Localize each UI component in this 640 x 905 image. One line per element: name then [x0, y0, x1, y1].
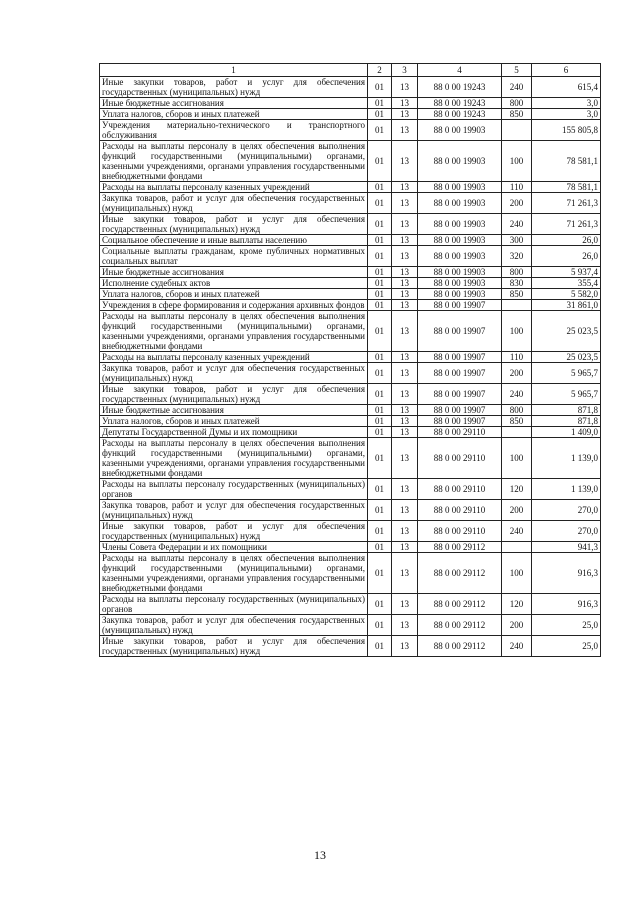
amount-cell: 270,0 — [532, 500, 601, 521]
header-cell: 1 — [100, 64, 368, 77]
section-cell: 01 — [368, 521, 392, 542]
table-row — [100, 500, 601, 521]
row-name-cell: Иные закупки товаров, работ и услуг для обеспечения государственных (муниципальных) нужд — [100, 384, 368, 405]
section-cell: 01 — [368, 193, 392, 214]
amount-cell: 5 965,7 — [532, 384, 601, 405]
subsection-cell: 13 — [392, 193, 418, 214]
section-cell: 01 — [368, 479, 392, 500]
section-cell: 01 — [368, 542, 392, 553]
subsection-cell: 13 — [392, 120, 418, 141]
table-row — [100, 98, 601, 109]
subsection-cell: 13 — [392, 384, 418, 405]
table-row — [100, 363, 601, 384]
amount-cell: 71 261,3 — [532, 193, 601, 214]
expense-type-cell: 240 — [502, 521, 532, 542]
table-row — [100, 267, 601, 278]
row-name-cell: Исполнение судебных актов — [100, 278, 368, 289]
table-row — [100, 352, 601, 363]
expense-type-cell: 300 — [502, 235, 532, 246]
row-name-cell: Расходы на выплаты персоналу в целях обеспечения выполнения функций государственными (муниципальными) органами, казенными учреждениями, органами управления государственными внебюджетными фондами — [100, 438, 368, 479]
row-name-cell: Закупка товаров, работ и услуг для обеспечения государственных (муниципальных) нужд — [100, 363, 368, 384]
target-article-cell: 88 0 00 29110 — [418, 521, 502, 542]
amount-cell: 71 261,3 — [532, 214, 601, 235]
section-cell: 01 — [368, 352, 392, 363]
amount-cell: 3,0 — [532, 98, 601, 109]
section-cell: 01 — [368, 182, 392, 193]
target-article-cell: 88 0 00 19243 — [418, 98, 502, 109]
amount-cell: 26,0 — [532, 246, 601, 267]
table-row — [100, 246, 601, 267]
target-article-cell: 88 0 00 19243 — [418, 77, 502, 98]
header-cell: 5 — [502, 64, 532, 77]
amount-cell: 78 581,1 — [532, 141, 601, 182]
subsection-cell: 13 — [392, 289, 418, 300]
table-row — [100, 521, 601, 542]
section-cell: 01 — [368, 98, 392, 109]
section-cell: 01 — [368, 438, 392, 479]
row-name-cell: Члены Совета Федерации и их помощники — [100, 542, 368, 553]
table-row — [100, 235, 601, 246]
row-name-cell: Расходы на выплаты персоналу государственных (муниципальных) органов — [100, 594, 368, 615]
amount-cell: 26,0 — [532, 235, 601, 246]
header-cell: 4 — [418, 64, 502, 77]
target-article-cell: 88 0 00 29112 — [418, 636, 502, 657]
amount-cell: 78 581,1 — [532, 182, 601, 193]
subsection-cell: 13 — [392, 427, 418, 438]
amount-cell: 25,0 — [532, 636, 601, 657]
subsection-cell: 13 — [392, 300, 418, 311]
table-row — [100, 479, 601, 500]
subsection-cell: 13 — [392, 141, 418, 182]
row-name-cell: Депутаты Государственной Думы и их помощники — [100, 427, 368, 438]
table-row — [100, 542, 601, 553]
target-article-cell: 88 0 00 19907 — [418, 363, 502, 384]
section-cell: 01 — [368, 120, 392, 141]
amount-cell: 5 965,7 — [532, 363, 601, 384]
amount-cell: 1 409,0 — [532, 427, 601, 438]
expense-type-cell: 850 — [502, 289, 532, 300]
expense-type-cell: 240 — [502, 77, 532, 98]
subsection-cell: 13 — [392, 98, 418, 109]
section-cell: 01 — [368, 289, 392, 300]
row-name-cell: Учреждения в сфере формирования и содержания архивных фондов — [100, 300, 368, 311]
row-name-cell: Иные бюджетные ассигнования — [100, 267, 368, 278]
amount-cell: 871,8 — [532, 416, 601, 427]
amount-cell: 916,3 — [532, 594, 601, 615]
table-row — [100, 615, 601, 636]
target-article-cell: 88 0 00 29110 — [418, 500, 502, 521]
expense-type-cell: 240 — [502, 384, 532, 405]
section-cell: 01 — [368, 311, 392, 352]
header-cell: 6 — [532, 64, 601, 77]
row-name-cell: Расходы на выплаты персоналу государственных (муниципальных) органов — [100, 479, 368, 500]
amount-cell: 3,0 — [532, 109, 601, 120]
amount-cell: 270,0 — [532, 521, 601, 542]
target-article-cell: 88 0 00 19907 — [418, 416, 502, 427]
table-row — [100, 384, 601, 405]
table-row — [100, 438, 601, 479]
subsection-cell: 13 — [392, 521, 418, 542]
table-row — [100, 311, 601, 352]
row-name-cell: Социальные выплаты гражданам, кроме публичных нормативных социальных выплат — [100, 246, 368, 267]
amount-cell: 355,4 — [532, 278, 601, 289]
section-cell: 01 — [368, 141, 392, 182]
target-article-cell: 88 0 00 19903 — [418, 246, 502, 267]
table-row — [100, 214, 601, 235]
target-article-cell: 88 0 00 19903 — [418, 120, 502, 141]
target-article-cell: 88 0 00 19903 — [418, 193, 502, 214]
section-cell: 01 — [368, 109, 392, 120]
target-article-cell: 88 0 00 19907 — [418, 311, 502, 352]
subsection-cell: 13 — [392, 182, 418, 193]
table-row — [100, 141, 601, 182]
subsection-cell: 13 — [392, 214, 418, 235]
row-name-cell: Расходы на выплаты персоналу казенных учреждений — [100, 352, 368, 363]
amount-cell: 615,4 — [532, 77, 601, 98]
target-article-cell: 88 0 00 19903 — [418, 267, 502, 278]
table-row — [100, 553, 601, 594]
expense-type-cell: 830 — [502, 278, 532, 289]
row-name-cell: Иные бюджетные ассигнования — [100, 98, 368, 109]
section-cell: 01 — [368, 615, 392, 636]
amount-cell: 25,0 — [532, 615, 601, 636]
row-name-cell: Закупка товаров, работ и услуг для обеспечения государственных (муниципальных) нужд — [100, 615, 368, 636]
expense-type-cell: 100 — [502, 553, 532, 594]
target-article-cell: 88 0 00 29112 — [418, 553, 502, 594]
expense-type-cell: 200 — [502, 193, 532, 214]
row-name-cell: Иные закупки товаров, работ и услуг для обеспечения государственных (муниципальных) нужд — [100, 636, 368, 657]
target-article-cell: 88 0 00 19907 — [418, 352, 502, 363]
amount-cell: 5 937,4 — [532, 267, 601, 278]
section-cell: 01 — [368, 636, 392, 657]
subsection-cell: 13 — [392, 405, 418, 416]
target-article-cell: 88 0 00 19907 — [418, 384, 502, 405]
row-name-cell: Расходы на выплаты персоналу казенных учреждений — [100, 182, 368, 193]
subsection-cell: 13 — [392, 542, 418, 553]
amount-cell: 871,8 — [532, 405, 601, 416]
header-cell: 2 — [368, 64, 392, 77]
section-cell: 01 — [368, 416, 392, 427]
table-row — [100, 193, 601, 214]
subsection-cell: 13 — [392, 352, 418, 363]
section-cell: 01 — [368, 363, 392, 384]
target-article-cell: 88 0 00 29110 — [418, 479, 502, 500]
table-row — [100, 405, 601, 416]
table-row — [100, 77, 601, 98]
target-article-cell: 88 0 00 29112 — [418, 542, 502, 553]
subsection-cell: 13 — [392, 594, 418, 615]
amount-cell: 1 139,0 — [532, 438, 601, 479]
expense-type-cell — [502, 300, 532, 311]
subsection-cell: 13 — [392, 479, 418, 500]
target-article-cell: 88 0 00 19903 — [418, 182, 502, 193]
target-article-cell: 88 0 00 19903 — [418, 278, 502, 289]
section-cell: 01 — [368, 235, 392, 246]
expense-type-cell — [502, 120, 532, 141]
table-row — [100, 109, 601, 120]
row-name-cell: Расходы на выплаты персоналу в целях обеспечения выполнения функций государственными (муниципальными) органами, казенными учреждениями, органами управления государственными внебюджетными фондами — [100, 311, 368, 352]
page-number: 13 — [314, 848, 326, 862]
section-cell: 01 — [368, 500, 392, 521]
section-cell: 01 — [368, 594, 392, 615]
row-name-cell: Учреждения материально-технического и транспортного обслуживания — [100, 120, 368, 141]
table-row — [100, 278, 601, 289]
target-article-cell: 88 0 00 29112 — [418, 594, 502, 615]
expense-type-cell: 120 — [502, 594, 532, 615]
expense-type-cell: 120 — [502, 479, 532, 500]
expense-type-cell: 200 — [502, 615, 532, 636]
row-name-cell: Иные бюджетные ассигнования — [100, 405, 368, 416]
section-cell: 01 — [368, 300, 392, 311]
table-header-row — [100, 64, 601, 77]
expense-type-cell: 800 — [502, 267, 532, 278]
subsection-cell: 13 — [392, 267, 418, 278]
target-article-cell: 88 0 00 19903 — [418, 214, 502, 235]
subsection-cell: 13 — [392, 235, 418, 246]
row-name-cell: Уплата налогов, сборов и иных платежей — [100, 109, 368, 120]
table-row — [100, 120, 601, 141]
expense-type-cell: 110 — [502, 182, 532, 193]
row-name-cell: Уплата налогов, сборов и иных платежей — [100, 289, 368, 300]
amount-cell: 31 861,0 — [532, 300, 601, 311]
expense-type-cell — [502, 427, 532, 438]
target-article-cell: 88 0 00 19903 — [418, 141, 502, 182]
row-name-cell: Закупка товаров, работ и услуг для обеспечения государственных (муниципальных) нужд — [100, 500, 368, 521]
amount-cell: 25 023,5 — [532, 352, 601, 363]
subsection-cell: 13 — [392, 278, 418, 289]
expense-type-cell: 800 — [502, 98, 532, 109]
row-name-cell: Иные закупки товаров, работ и услуг для обеспечения государственных (муниципальных) нужд — [100, 521, 368, 542]
section-cell: 01 — [368, 427, 392, 438]
section-cell: 01 — [368, 246, 392, 267]
table-row — [100, 289, 601, 300]
subsection-cell: 13 — [392, 311, 418, 352]
section-cell: 01 — [368, 405, 392, 416]
expense-type-cell: 100 — [502, 438, 532, 479]
table-row — [100, 427, 601, 438]
expense-type-cell: 110 — [502, 352, 532, 363]
table-row — [100, 182, 601, 193]
target-article-cell: 88 0 00 19903 — [418, 289, 502, 300]
table-row — [100, 416, 601, 427]
subsection-cell: 13 — [392, 77, 418, 98]
target-article-cell: 88 0 00 19903 — [418, 235, 502, 246]
table-row — [100, 636, 601, 657]
expense-type-cell: 800 — [502, 405, 532, 416]
subsection-cell: 13 — [392, 363, 418, 384]
section-cell: 01 — [368, 384, 392, 405]
target-article-cell: 88 0 00 19907 — [418, 405, 502, 416]
row-name-cell: Иные закупки товаров, работ и услуг для обеспечения государственных (муниципальных) нужд — [100, 77, 368, 98]
amount-cell: 941,3 — [532, 542, 601, 553]
expense-type-cell: 240 — [502, 636, 532, 657]
subsection-cell: 13 — [392, 615, 418, 636]
amount-cell: 25 023,5 — [532, 311, 601, 352]
subsection-cell: 13 — [392, 416, 418, 427]
section-cell: 01 — [368, 214, 392, 235]
target-article-cell: 88 0 00 29110 — [418, 427, 502, 438]
expense-type-cell: 100 — [502, 311, 532, 352]
row-name-cell: Расходы на выплаты персоналу в целях обеспечения выполнения функций государственными (муниципальными) органами, казенными учреждениями, органами управления государственными внебюджетными фондами — [100, 141, 368, 182]
row-name-cell: Иные закупки товаров, работ и услуг для обеспечения государственных (муниципальных) нужд — [100, 214, 368, 235]
target-article-cell: 88 0 00 19907 — [418, 300, 502, 311]
expense-type-cell: 200 — [502, 363, 532, 384]
subsection-cell: 13 — [392, 109, 418, 120]
expense-type-cell: 850 — [502, 109, 532, 120]
amount-cell: 5 582,0 — [532, 289, 601, 300]
expense-type-cell: 200 — [502, 500, 532, 521]
amount-cell: 916,3 — [532, 553, 601, 594]
expense-type-cell: 320 — [502, 246, 532, 267]
header-cell: 3 — [392, 64, 418, 77]
table-row — [100, 594, 601, 615]
row-name-cell: Расходы на выплаты персоналу в целях обеспечения выполнения функций государственными (муниципальными) органами, казенными учреждениями, органами управления государственными внебюджетными фондами — [100, 553, 368, 594]
expense-type-cell: 850 — [502, 416, 532, 427]
subsection-cell: 13 — [392, 500, 418, 521]
section-cell: 01 — [368, 278, 392, 289]
target-article-cell: 88 0 00 29112 — [418, 615, 502, 636]
subsection-cell: 13 — [392, 438, 418, 479]
expense-type-cell: 100 — [502, 141, 532, 182]
subsection-cell: 13 — [392, 636, 418, 657]
table-row — [100, 300, 601, 311]
budget-table — [99, 63, 601, 657]
row-name-cell: Уплата налогов, сборов и иных платежей — [100, 416, 368, 427]
expense-type-cell: 240 — [502, 214, 532, 235]
section-cell: 01 — [368, 267, 392, 278]
target-article-cell: 88 0 00 19243 — [418, 109, 502, 120]
row-name-cell: Закупка товаров, работ и услуг для обеспечения государственных (муниципальных) нужд — [100, 193, 368, 214]
amount-cell: 155 805,8 — [532, 120, 601, 141]
subsection-cell: 13 — [392, 246, 418, 267]
expense-type-cell — [502, 542, 532, 553]
row-name-cell: Социальное обеспечение и иные выплаты населению — [100, 235, 368, 246]
amount-cell: 1 139,0 — [532, 479, 601, 500]
section-cell: 01 — [368, 77, 392, 98]
subsection-cell: 13 — [392, 553, 418, 594]
target-article-cell: 88 0 00 29110 — [418, 438, 502, 479]
section-cell: 01 — [368, 553, 392, 594]
